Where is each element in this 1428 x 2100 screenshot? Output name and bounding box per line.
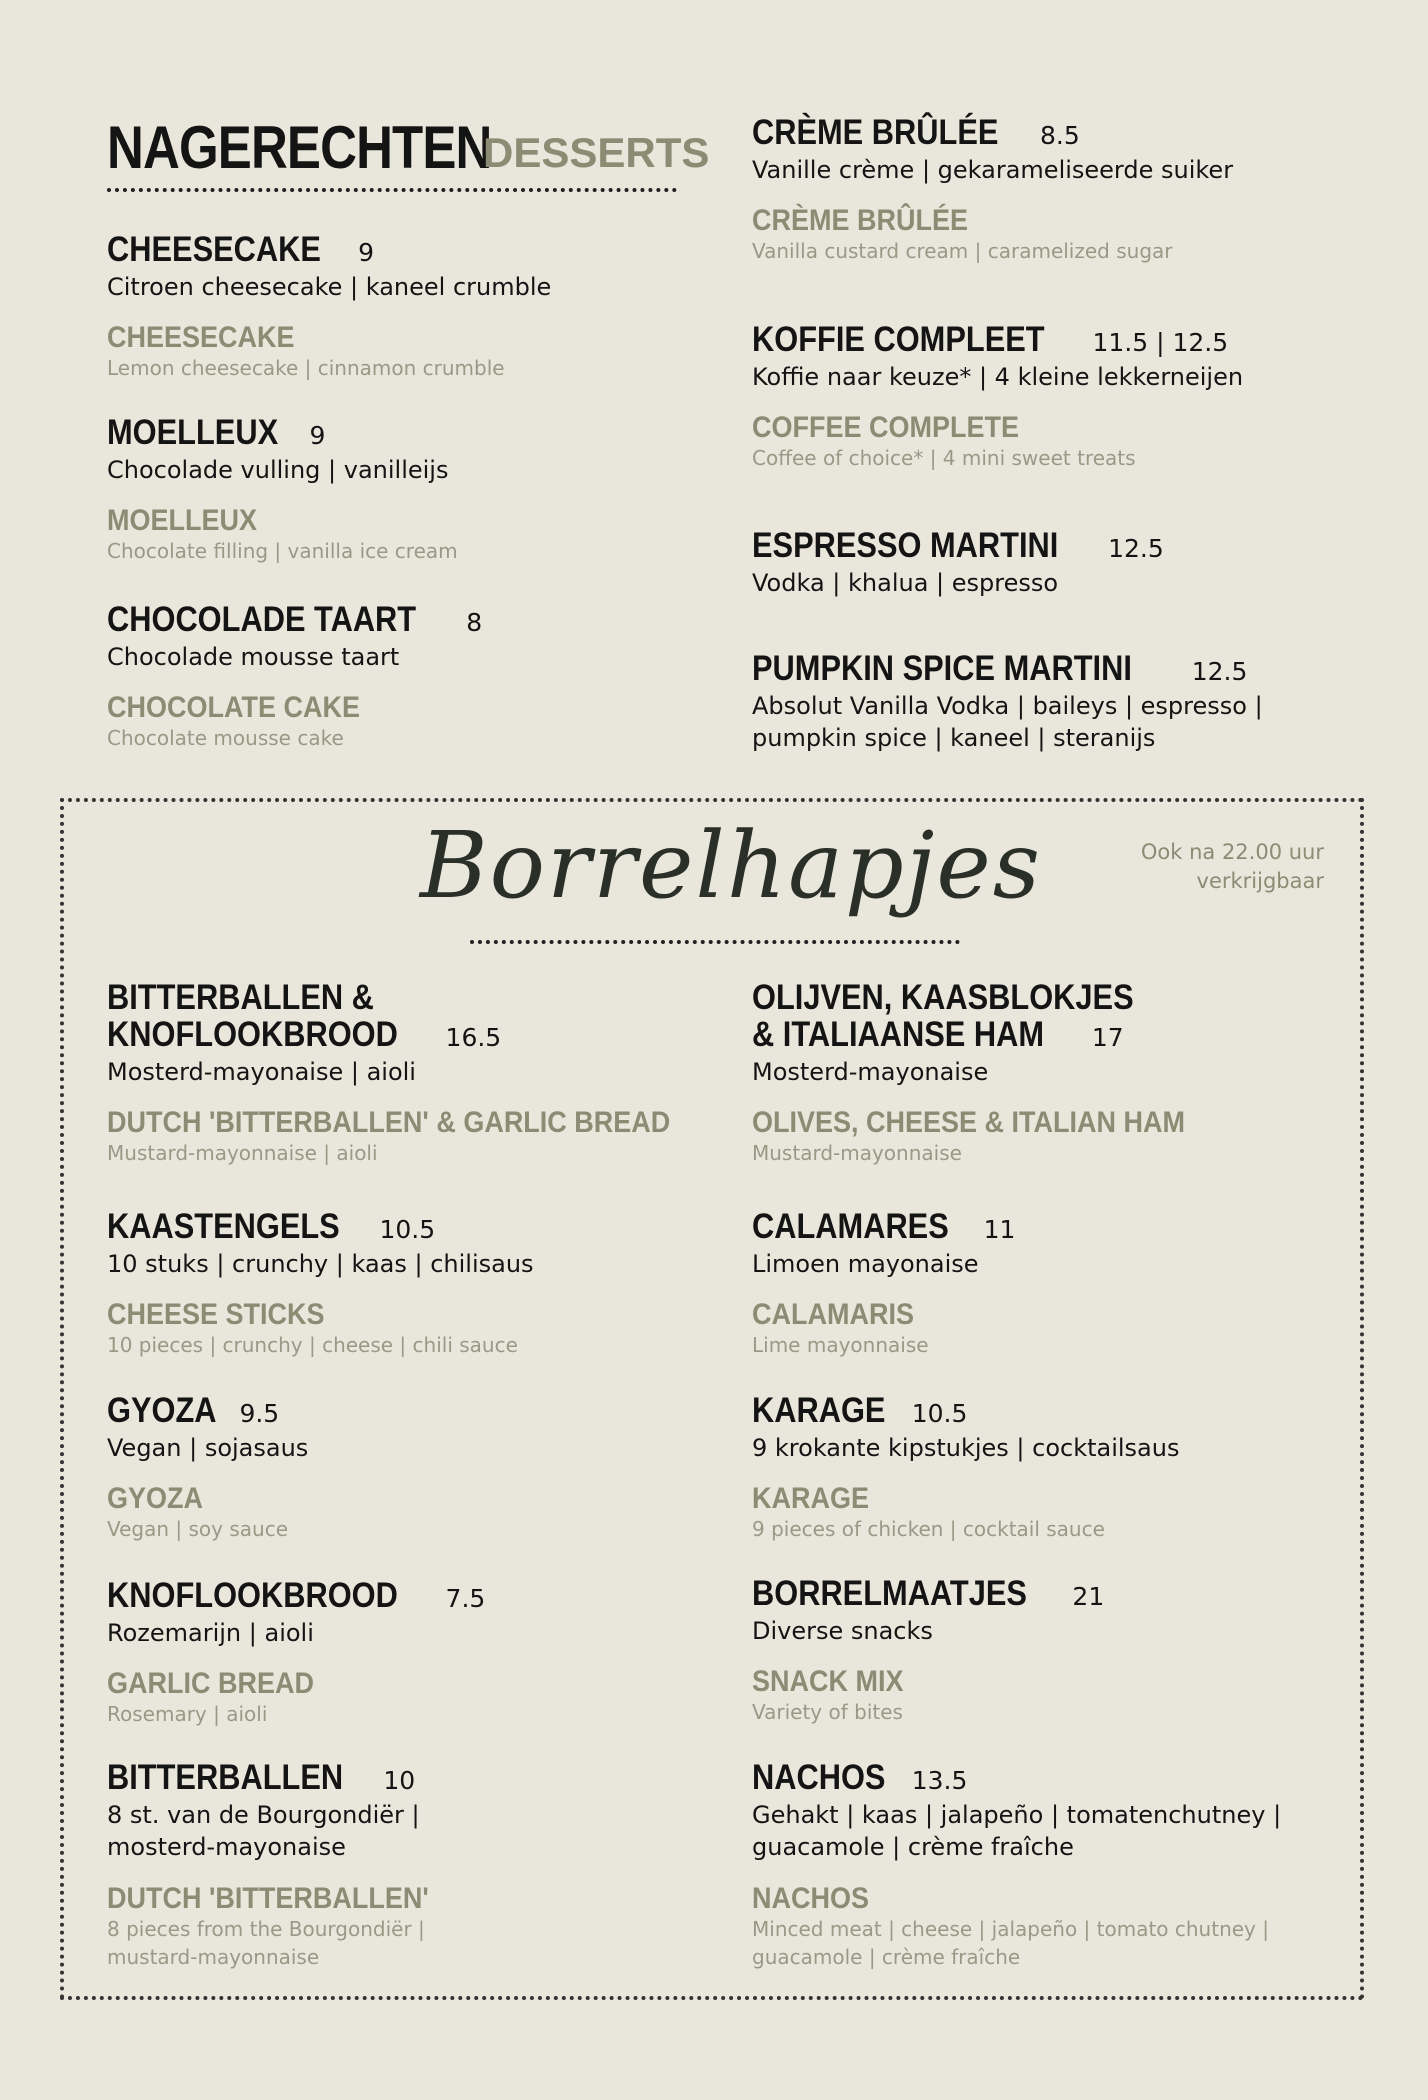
item-name-english: GYOZA [107,1482,204,1516]
item-name: ESPRESSO MARTINI [752,526,1059,565]
item-name-english: CHEESE STICKS [107,1298,325,1332]
dessert-item [752,115,1352,265]
item-name: MOELLEUX [107,413,279,452]
section-title: Borrelhapjes [420,812,1042,919]
item-description: Citroen cheesecake | kaneel crumble [107,272,552,301]
item-description-english: 9 pieces of chicken | cocktail sauce [752,1517,1105,1542]
snack-item [752,1393,1352,1543]
item-description: Limoen mayonaise [752,1249,979,1278]
item-description: Mosterd-mayonaise | aioli [107,1057,416,1086]
item-description-english: Lemon cheesecake | cinnamon crumble [107,356,505,381]
item-description-english: Lime mayonnaise [752,1333,929,1358]
item-name: BITTERBALLEN [107,1758,344,1797]
dessert-item [752,651,1352,755]
item-name-english: KARAGE [752,1482,870,1516]
item-name: OLIJVEN, KAASBLOKJES [752,978,1134,1017]
item-description-line2: guacamole | crème fraîche [752,1833,1074,1862]
item-name: CRÈME BRÛLÉE [752,113,999,152]
snack-item [107,1578,707,1728]
item-description-english: Mustard-mayonnaise | aioli [107,1140,378,1165]
item-description-english: Variety of bites [752,1700,903,1725]
item-price: 9 [309,421,326,450]
item-price: 10.5 [911,1399,968,1428]
item-description: Vegan | sojasaus [107,1433,309,1462]
availability-note-line1: Ook na 22.00 uur [1140,840,1324,864]
item-description-english: Chocolate filling | vanilla ice cream [107,539,458,564]
snack-item [752,1760,1352,1971]
item-name-english: CALAMARIS [752,1298,914,1332]
item-name-english: GARLIC BREAD [107,1667,314,1701]
snack-item [107,1209,707,1359]
item-name: BORRELMAATJES [752,1574,1027,1613]
snack-item [107,1393,707,1543]
section-header [107,114,710,188]
item-description-english-line2: guacamole | crème fraîche [752,1944,1021,1969]
item-description-english: Vanilla custard cream | caramelized sugar [752,239,1173,264]
item-description-english: 8 pieces from the Bourgondiër | [107,1916,425,1941]
availability-note-line2: verkrijgbaar [1196,869,1324,894]
item-description: Absolut Vanilla Vodka | baileys | espresso | [752,691,1263,720]
item-description: Mosterd-mayonaise [752,1057,989,1086]
item-name-english: CHEESECAKE [107,321,295,355]
item-description-english: 10 pieces | crunchy | cheese | chili sauce [107,1333,518,1358]
item-name-english: NACHOS [752,1881,870,1915]
item-name-english: MOELLEUX [107,504,258,538]
item-name: KNOFLOOKBROOD [107,1576,398,1615]
item-description: 10 stuks | crunchy | kaas | chilisaus [107,1249,534,1278]
item-name-english: CRÈME BRÛLÉE [752,204,969,238]
availability-note [1040,838,1324,897]
page-title: NAGERECHTEN [107,114,492,181]
item-price: 13.5 [911,1766,968,1795]
item-price: 7.5 [445,1584,486,1613]
snack-item [752,980,1352,1167]
item-description: Diverse snacks [752,1616,933,1645]
item-name-english: OLIVES, CHEESE & ITALIAN HAM [752,1105,1186,1139]
item-price: 16.5 [445,1022,502,1052]
section-title-divider [470,940,960,944]
item-name: KAASTENGELS [107,1207,340,1246]
item-name: BITTERBALLEN & [107,978,374,1017]
item-description-line2: pumpkin spice | kaneel | steranijs [752,724,1156,753]
item-name-english: DUTCH 'BITTERBALLEN' & GARLIC BREAD [107,1105,671,1139]
item-name: CHEESECAKE [107,230,321,269]
item-name: KARAGE [752,1391,886,1430]
item-name: CHOCOLADE TAART [107,600,417,639]
item-description-line2: mosterd-mayonaise [107,1833,346,1862]
dessert-item [107,415,707,565]
snack-item [752,1576,1352,1726]
snack-item [752,1209,1352,1359]
item-price: 9 [358,238,375,267]
item-name-line2: & ITALIAANSE HAM [752,1014,1045,1054]
item-name-english: CHOCOLATE CAKE [107,691,360,725]
item-description: Chocolade vulling | vanilleijs [107,455,449,484]
item-description-english: Chocolate mousse cake [107,726,344,751]
dessert-item [752,528,1352,599]
page-subtitle: DESSERTS [483,129,710,176]
dessert-item [107,232,707,382]
item-description: 8 st. van de Bourgondiër | [107,1800,420,1829]
item-description-english: Coffee of choice* | 4 mini sweet treats [752,446,1136,471]
item-price: 11.5 | 12.5 [1092,328,1229,357]
item-price: 10 [383,1766,416,1795]
item-description-english: Mustard-mayonnaise [752,1140,962,1165]
item-name-english: COFFEE COMPLETE [752,411,1020,445]
item-price: 12.5 [1108,534,1164,563]
item-description-english: Rosemary | aioli [107,1702,268,1727]
item-price: 17 [1091,1022,1124,1052]
dessert-item [752,322,1352,472]
item-price: 8.5 [1040,121,1080,150]
item-name-line2: KNOFLOOKBROOD [107,1014,398,1054]
item-price: 12.5 [1191,657,1248,686]
item-description-english: Minced meat | cheese | jalapeño | tomato chutney | [752,1916,1269,1941]
item-description: Koffie naar keuze* | 4 kleine lekkerneijen [752,362,1244,391]
item-price: 8 [466,608,483,637]
item-name-english: SNACK MIX [752,1665,904,1699]
item-name: NACHOS [752,1758,886,1797]
item-name: PUMPKIN SPICE MARTINI [752,649,1132,688]
title-divider [107,188,677,192]
item-description-english: Vegan | soy sauce [107,1517,289,1542]
item-name: CALAMARES [752,1207,949,1246]
item-name: GYOZA [107,1391,217,1430]
item-price: 21 [1072,1582,1105,1611]
item-description-english-line2: mustard-mayonnaise [107,1944,320,1969]
item-description: Rozemarijn | aioli [107,1618,314,1647]
item-description: Gehakt | kaas | jalapeño | tomatenchutney | [752,1800,1282,1829]
item-description: Vodka | khalua | espresso [752,568,1059,597]
item-price: 10.5 [379,1215,436,1244]
snack-item [107,980,707,1167]
item-price: 11 [983,1215,1016,1244]
snack-item [107,1760,707,1971]
item-description: Vanille crème | gekarameliseerde suiker [752,155,1234,184]
item-price: 9.5 [239,1399,280,1428]
item-name-english: DUTCH 'BITTERBALLEN' [107,1881,429,1915]
dessert-item [107,602,707,752]
item-description: Chocolade mousse taart [107,642,400,671]
item-description: 9 krokante kipstukjes | cocktailsaus [752,1433,1180,1462]
item-name: KOFFIE COMPLEET [752,320,1045,359]
